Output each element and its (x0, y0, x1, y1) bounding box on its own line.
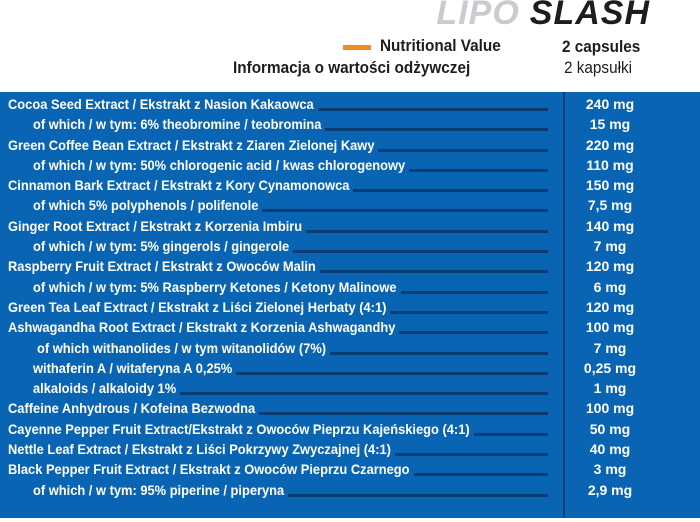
table-row (0, 237, 700, 257)
header-serving-pl: 2 kapsułki (564, 58, 633, 77)
row-label: of which withanolides / w tym witanolidów (7%) (37, 339, 327, 356)
row-value: 50 mg (589, 420, 631, 437)
row-label: alkaloids / alkaloidy 1% (33, 380, 177, 397)
row-value: 2,9 mg (587, 481, 633, 498)
accent-dash (343, 45, 371, 50)
table-row (0, 359, 700, 379)
table-row (0, 115, 700, 135)
row-label: withaferin A / witaferyna A 0,25% (33, 359, 233, 376)
row-value: 140 mg (585, 217, 635, 234)
row-value: 7 mg (593, 238, 627, 255)
row-label: Caffeine Anhydrous / Kofeina Bezwodna (8, 400, 256, 417)
table-row (0, 481, 700, 501)
table-row (0, 136, 700, 156)
row-value: 110 mg (586, 156, 634, 173)
table-row (0, 460, 700, 480)
table-row (0, 257, 700, 277)
row-leader-line (236, 372, 548, 375)
row-value: 7,5 mg (587, 197, 633, 214)
table-row (0, 196, 700, 216)
row-value: 7 mg (593, 339, 627, 356)
row-value: 3 mg (593, 461, 627, 478)
row-label: Cinnamon Bark Extract / Ekstrakt z Kory Cynamonowca (8, 177, 350, 194)
row-label: of which / w tym: 95% piperine / piperyna (33, 481, 285, 498)
row-leader-line (306, 230, 548, 233)
row-leader-line (409, 169, 548, 172)
brand-logo-part1: LIPO (436, 0, 520, 32)
row-label: Cayenne Pepper Fruit Extract/Ekstrakt z Owoców Pieprzu Kajeńskiego (4:1) (8, 420, 470, 437)
row-value: 100 mg (585, 400, 635, 417)
row-leader-line (390, 311, 548, 314)
row-value: 120 mg (585, 258, 635, 275)
table-row (0, 278, 700, 298)
row-leader-line (259, 412, 548, 415)
row-label: Cocoa Seed Extract / Ekstrakt z Nasion Kakaowca (8, 96, 314, 112)
table-row (0, 298, 700, 318)
row-value: 15 mg (589, 116, 631, 133)
row-label: Green Tea Leaf Extract / Ekstrakt z Liści Zielonej Herbaty (4:1) (8, 298, 387, 315)
row-value: 40 mg (589, 441, 631, 458)
header-title-en: Nutritional Value (380, 36, 501, 55)
table-row (0, 420, 700, 440)
row-label: Raspberry Fruit Extract / Ekstrakt z Owoców Malin (8, 258, 316, 275)
row-label: of which / w tym: 50% chlorogenic acid / kwas chlorogenowy (33, 156, 406, 173)
row-label: of which / w tym: 5% Raspberry Ketones / Ketony Malinowe (33, 278, 397, 295)
table-row (0, 379, 700, 399)
table-row (0, 440, 700, 460)
table-row (0, 176, 700, 196)
header-title-pl: Informacja o wartości odżywczej (233, 58, 471, 77)
row-value: 1 mg (593, 380, 627, 397)
row-label: Ginger Root Extract / Ekstrakt z Korzenia Imbiru (8, 217, 303, 234)
nutrition-rows (0, 95, 700, 501)
row-leader-line (262, 209, 548, 212)
row-label: Nettle Leaf Extract / Ekstrakt z Liści Pokrzywy Zwyczajnej (4:1) (8, 441, 391, 458)
row-leader-line (399, 331, 548, 334)
row-value: 100 mg (585, 319, 635, 336)
table-row (0, 217, 700, 237)
table-row (0, 399, 700, 419)
row-label: Ashwagandha Root Extract / Ekstrakt z Korzenia Ashwagandhy (8, 319, 396, 336)
row-leader-line (378, 149, 548, 152)
row-label: of which / w tym: 5% gingerols / gingerole (33, 238, 290, 255)
row-label: Black Pepper Fruit Extract / Ekstrakt z Owoców Pieprzu Czarnego (8, 461, 410, 478)
row-leader-line (180, 392, 548, 395)
row-value: 120 mg (585, 298, 635, 315)
row-label: of which / w tym: 6% theobromine / teobromina (33, 116, 322, 133)
brand-logo (436, 0, 650, 33)
row-leader-line (353, 189, 548, 192)
row-leader-line (414, 473, 548, 476)
row-value: 6 mg (593, 278, 627, 295)
row-leader-line (293, 250, 548, 253)
row-value: 220 mg (585, 136, 635, 153)
row-leader-line (330, 352, 548, 355)
row-value: 150 mg (585, 177, 635, 194)
table-header (0, 36, 700, 80)
row-leader-line (288, 494, 548, 497)
row-leader-line (318, 108, 548, 111)
table-row (0, 318, 700, 338)
nutrition-table (0, 92, 700, 518)
table-row (0, 95, 700, 115)
row-value: 240 mg (585, 96, 635, 112)
row-leader-line (401, 291, 548, 294)
header-serving-en: 2 capsules (562, 37, 641, 56)
brand-logo-part2: SLASH (529, 0, 650, 32)
row-leader-line (474, 433, 548, 436)
table-row (0, 339, 700, 359)
row-leader-line (325, 128, 548, 131)
row-value: 0,25 mg (583, 359, 637, 376)
row-leader-line (395, 453, 548, 456)
table-row (0, 156, 700, 176)
row-leader-line (320, 270, 548, 273)
row-label: of which 5% polyphenols / polifenole (33, 197, 259, 214)
row-label: Green Coffee Bean Extract / Ekstrakt z Ziaren Zielonej Kawy (8, 136, 375, 153)
